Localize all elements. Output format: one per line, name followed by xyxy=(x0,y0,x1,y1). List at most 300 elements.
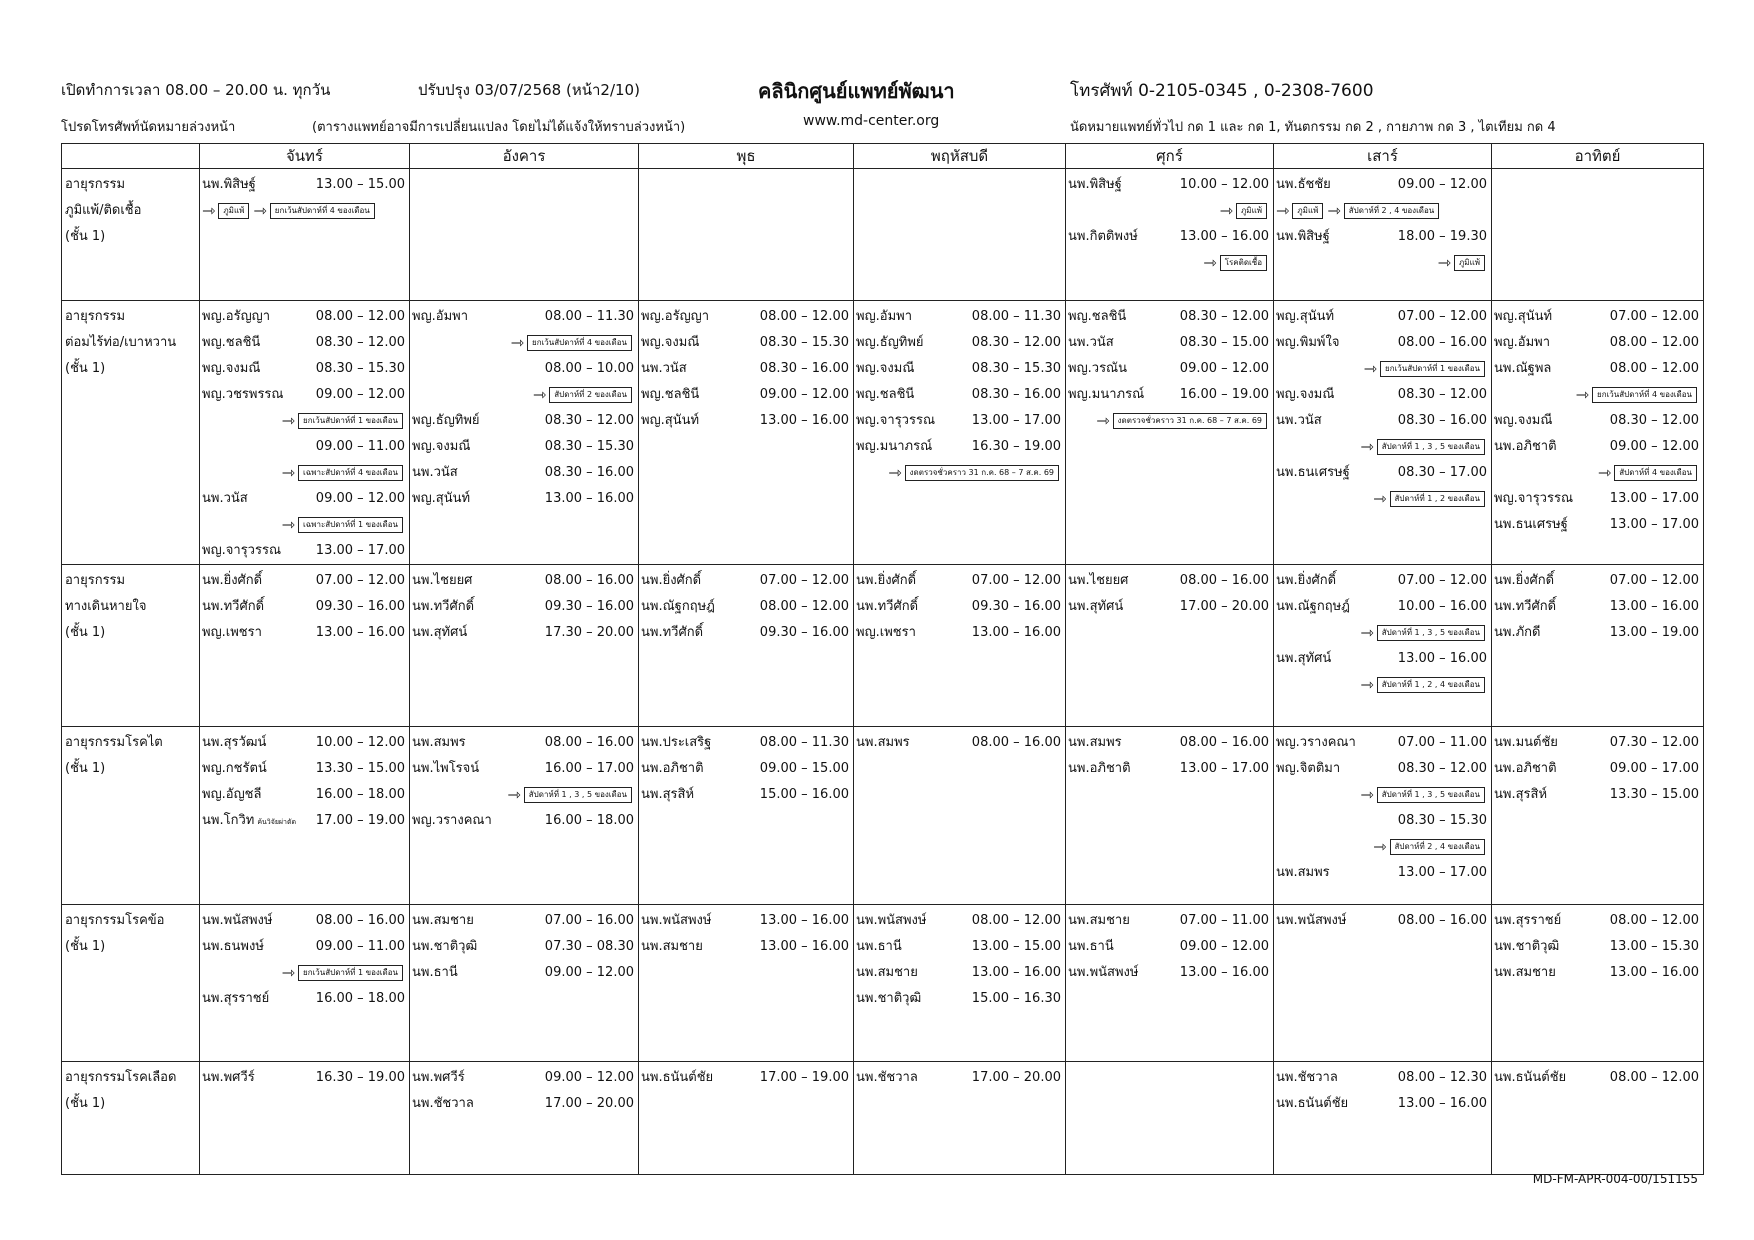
doctor-entry xyxy=(641,730,851,756)
doctor-name: นพ.ธนเศรษฐ์ xyxy=(1276,465,1350,480)
day-header: เสาร์ xyxy=(1274,144,1492,169)
doctor-entry xyxy=(202,486,407,512)
doctor-name: นพ.วนัส xyxy=(641,361,687,376)
doctor-name: นพ.ยิ่งศักดิ์ xyxy=(641,573,702,588)
arrow-icon: ⇾ xyxy=(1327,201,1341,220)
update-date: ปรับปรุง 03/07/2568 (หน้า2/10) xyxy=(418,81,640,99)
doctor-entry xyxy=(856,434,1063,460)
doctor-entry xyxy=(856,594,1063,620)
doctor-name: พญ.พิมพ์ใจ xyxy=(1276,335,1340,350)
schedule-cell xyxy=(1274,301,1492,565)
doctor-entry xyxy=(1276,646,1489,672)
time-range: 10.00 – 16.00 xyxy=(1397,599,1487,614)
note-box: ยกเว้นสัปดาห์ที่ 1 ของเดือน xyxy=(298,965,403,981)
doctor-entry xyxy=(412,486,636,512)
time-range: 08.00 – 16.00 xyxy=(544,735,634,750)
doctor-entry xyxy=(641,330,851,356)
time-range: 08.30 – 17.00 xyxy=(1397,465,1487,480)
arrow-icon: ⇾ xyxy=(202,201,216,220)
doctor-entry xyxy=(1276,756,1489,782)
time-range: 08.30 – 12.00 xyxy=(544,413,634,428)
time-range: 13.00 – 15.00 xyxy=(315,177,405,192)
doctor-name: พญ.มนาภรณ์ xyxy=(1068,387,1145,402)
time-range: 08.30 – 12.00 xyxy=(1609,413,1699,428)
schedule-row xyxy=(62,727,1704,905)
doctor-name: นพ.สมชาย xyxy=(1494,965,1556,980)
time-range: 08.30 – 12.00 xyxy=(971,335,1061,350)
time-range: 08.30 – 12.00 xyxy=(1397,761,1487,776)
department-name: อายุรกรรมโรคข้อ (ชั้น 1) xyxy=(65,913,165,954)
doctor-entry xyxy=(412,808,636,834)
time-range: 09.00 – 15.00 xyxy=(759,761,849,776)
doctor-name: นพ.สมชาย xyxy=(641,939,703,954)
schedule-cell xyxy=(1492,301,1704,565)
doctor-name: นพ.ธนเศรษฐ์ xyxy=(1494,517,1568,532)
doctor-name: พญ.สุนันท์ xyxy=(641,413,700,428)
note-box: เฉพาะสัปดาห์ที่ 1 ของเดือน xyxy=(298,517,403,533)
doctor-name: นพ.สุรสิห์ xyxy=(1494,787,1548,802)
doctor-entry xyxy=(412,304,636,330)
time-range: 13.00 – 15.00 xyxy=(971,939,1061,954)
doctor-entry xyxy=(1068,594,1271,620)
time-range: 16.00 – 17.00 xyxy=(544,761,634,776)
doctor-entry xyxy=(1068,382,1271,408)
doctor-entry xyxy=(412,434,636,460)
doctor-entry xyxy=(1068,908,1271,934)
doctor-name: พญ.อรัญญา xyxy=(202,309,271,324)
doctor-name: พญ.เพชรา xyxy=(202,625,262,640)
doctor-entry xyxy=(1494,620,1701,646)
time-range: 09.30 – 16.00 xyxy=(971,599,1061,614)
note-box: ยกเว้นสัปดาห์ที่ 4 ของเดือน xyxy=(1592,387,1697,403)
doctor-name: นพ.พิสิษฐ์ xyxy=(1068,177,1122,192)
doctor-name: พญ.สุนันท์ xyxy=(412,491,471,506)
department-cell xyxy=(62,905,200,1062)
doctor-name: พญ.อัมพา xyxy=(856,309,913,324)
schedule-note xyxy=(1276,834,1489,860)
doctor-entry xyxy=(641,908,851,934)
schedule-cell xyxy=(854,565,1066,727)
department-name: อายุรกรรม ต่อมไร้ท่อ/เบาหวาน (ชั้น 1) xyxy=(65,309,177,376)
note-box: ภูมิแพ้ xyxy=(218,203,249,219)
note-box: โรคติดเชื้อ xyxy=(1220,255,1267,271)
doctor-entry xyxy=(412,1065,636,1091)
time-range: 08.30 – 12.00 xyxy=(315,335,405,350)
doctor-entry xyxy=(856,986,1063,1012)
time-range: 13.00 – 16.00 xyxy=(971,965,1061,980)
doctor-name: นพ.ณัฐกฤษฎ์ xyxy=(641,599,715,614)
doctor-entry xyxy=(202,382,407,408)
schedule-cell xyxy=(410,1062,639,1175)
doctor-name: นพ.สมพร xyxy=(856,735,910,750)
doctor-entry xyxy=(202,730,407,756)
doctor-entry xyxy=(412,908,636,934)
doctor-name: นพ.ธนพงษ์ xyxy=(202,939,264,954)
doctor-name: พญ.มนาภรณ์ xyxy=(856,439,933,454)
time-range: 13.00 – 16.00 xyxy=(1609,965,1699,980)
time-range: 13.00 – 19.00 xyxy=(1609,625,1699,640)
note-box: ภูมิแพ้ xyxy=(1292,203,1323,219)
time-range: 07.00 – 11.00 xyxy=(1179,913,1269,928)
doctor-entry xyxy=(202,934,407,960)
schedule-cell xyxy=(410,301,639,565)
department-cell xyxy=(62,301,200,565)
doctor-name: นพ.ทวีศักดิ์ xyxy=(202,599,265,614)
doctor-name: นพ.ไชยยศ xyxy=(412,573,473,588)
schedule-note xyxy=(856,460,1063,486)
doctor-entry xyxy=(1276,860,1489,886)
time-range: 08.00 – 16.00 xyxy=(971,735,1061,750)
arrow-icon: ⇾ xyxy=(888,463,902,482)
time-range: 08.00 – 12.30 xyxy=(1397,1070,1487,1085)
doctor-entry xyxy=(641,304,851,330)
doctor-name: นพ.ณัฐพล xyxy=(1494,361,1552,376)
doctor-entry xyxy=(1494,1065,1701,1091)
doctor-entry xyxy=(856,382,1063,408)
doctor-name: พญ.ชลชินี xyxy=(856,387,915,402)
doctor-entry xyxy=(856,568,1063,594)
doctor-entry xyxy=(1494,782,1701,808)
schedule-row xyxy=(62,301,1704,565)
time-range: 13.00 – 17.00 xyxy=(1609,517,1699,532)
doctor-entry xyxy=(1068,730,1271,756)
time-range: 09.00 – 12.00 xyxy=(315,491,405,506)
schedule-cell xyxy=(200,905,410,1062)
doctor-name: นพ.อภิชาติ xyxy=(1068,761,1131,776)
time-range: 16.00 – 19.00 xyxy=(1179,387,1269,402)
doctor-entry xyxy=(1276,908,1489,934)
day-header: อาทิตย์ xyxy=(1492,144,1704,169)
time-range: 09.00 – 12.00 xyxy=(759,387,849,402)
doctor-name: นพ.วนัส xyxy=(1276,413,1322,428)
arrow-icon: ⇾ xyxy=(1203,253,1217,272)
time-range: 08.00 – 12.00 xyxy=(759,599,849,614)
arrow-icon: ⇾ xyxy=(1437,253,1452,272)
schedule-note xyxy=(1068,408,1271,434)
doctor-entry xyxy=(641,594,851,620)
time-range: 09.00 – 12.00 xyxy=(315,387,405,402)
time-range: 09.00 – 12.00 xyxy=(1397,177,1487,192)
time-range: 16.30 – 19.00 xyxy=(315,1070,405,1085)
doctor-name: นพ.พศวีร์ xyxy=(202,1070,255,1085)
time-range: 08.30 – 16.00 xyxy=(1397,413,1487,428)
doctor-name: นพ.สมชาย xyxy=(856,965,918,980)
time-range: 18.00 – 19.30 xyxy=(1397,229,1487,244)
schedule-note xyxy=(1276,620,1489,646)
schedule-note xyxy=(202,408,407,434)
time-range: 15.00 – 16.00 xyxy=(759,787,849,802)
doctor-entry xyxy=(202,304,407,330)
doctor-entry xyxy=(1494,934,1701,960)
doctor-name: พญ.ธัญทิพย์ xyxy=(412,413,480,428)
doctor-name: นพ.สุทัศน์ xyxy=(412,625,468,640)
time-range: 08.30 – 15.00 xyxy=(1179,335,1269,350)
change-note: (ตารางแพทย์อาจมีการเปลี่ยนแปลง โดยไม่ได้แจ้งให้ทราบล่วงหน้า) xyxy=(312,120,686,135)
note-box: สัปดาห์ที่ 2 , 4 ของเดือน xyxy=(1344,203,1439,219)
doctor-name: พญ.จงมณี xyxy=(856,361,915,376)
doctor-entry xyxy=(202,908,407,934)
doctor-entry xyxy=(1494,486,1701,512)
doctor-entry xyxy=(856,408,1063,434)
time-range: 13.00 – 17.00 xyxy=(1609,491,1699,506)
doctor-name: พญ.จงมณี xyxy=(202,361,261,376)
time-range: 13.00 – 16.00 xyxy=(315,625,405,640)
doctor-name: พญ.อัมพา xyxy=(1494,335,1551,350)
doctor-entry xyxy=(412,620,636,646)
note-box: ภูมิแพ้ xyxy=(1454,255,1485,271)
schedule-cell xyxy=(1274,1062,1492,1175)
time-range: 09.00 – 12.00 xyxy=(1179,361,1269,376)
time-range: 08.00 – 12.00 xyxy=(1609,335,1699,350)
time-range: 08.00 – 12.00 xyxy=(971,913,1061,928)
doctor-entry xyxy=(412,408,636,434)
time-range: 08.30 – 15.30 xyxy=(315,361,405,376)
schedule-cell xyxy=(410,169,639,301)
time-range: 13.00 – 16.00 xyxy=(544,491,634,506)
arrow-icon: ⇾ xyxy=(281,963,296,982)
doctor-entry xyxy=(856,330,1063,356)
time-range: 09.30 – 16.00 xyxy=(315,599,405,614)
time-range: 09.00 – 11.00 xyxy=(315,939,405,954)
website-link[interactable]: www.md-center.org xyxy=(803,113,940,129)
doctor-entry xyxy=(412,934,636,960)
schedule-row xyxy=(62,905,1704,1062)
schedule-note xyxy=(202,960,407,986)
doctor-entry xyxy=(1494,330,1701,356)
doctor-name: นพ.มนต์ชัย xyxy=(1494,735,1558,750)
note-box: สัปดาห์ที่ 2 , 4 ของเดือน xyxy=(1390,839,1485,855)
time-range: 08.00 – 16.00 xyxy=(1179,573,1269,588)
doctor-entry xyxy=(641,782,851,808)
day-header: จันทร์ xyxy=(200,144,410,169)
doctor-entry xyxy=(412,568,636,594)
time-range: 13.00 – 17.00 xyxy=(1397,865,1487,880)
schedule-cell xyxy=(1492,1062,1704,1175)
time-range: 07.30 – 12.00 xyxy=(1609,735,1699,750)
doctor-name: พญ.ธัญทิพย์ xyxy=(856,335,924,350)
schedule-cell xyxy=(639,301,854,565)
time-range: 07.00 – 12.00 xyxy=(759,573,849,588)
day-header: ศุกร์ xyxy=(1066,144,1274,169)
doctor-entry xyxy=(412,730,636,756)
doctor-name: นพ.สุรสิห์ xyxy=(641,787,695,802)
time-range: 17.00 – 19.00 xyxy=(759,1070,849,1085)
time-range: 08.00 – 11.30 xyxy=(759,735,849,750)
doctor-name: นพ.วนัส xyxy=(202,491,248,506)
doctor-entry xyxy=(1068,356,1271,382)
doctor-entry xyxy=(202,330,407,356)
doctor-entry xyxy=(1494,434,1701,460)
schedule-cell xyxy=(1274,727,1492,905)
note-box: ยกเว้นสัปดาห์ที่ 4 ของเดือน xyxy=(270,203,375,219)
time-range: 08.00 – 12.00 xyxy=(759,309,849,324)
time-range: 08.30 – 12.00 xyxy=(1179,309,1269,324)
arrow-icon: ⇾ xyxy=(507,785,521,804)
doctor-name: นพ.โกวิท xyxy=(202,812,255,828)
schedule-note xyxy=(1494,382,1701,408)
time-range: 13.00 – 16.00 xyxy=(759,913,849,928)
arrow-icon: ⇾ xyxy=(1096,411,1110,430)
doctor-name: พญ.สุนันท์ xyxy=(1276,309,1335,324)
schedule-cell xyxy=(639,905,854,1062)
doctor-entry xyxy=(641,934,851,960)
doctor-name: นพ.ยิ่งศักดิ์ xyxy=(1276,573,1337,588)
doctor-entry xyxy=(641,568,851,594)
time-range: 07.00 – 12.00 xyxy=(1397,309,1487,324)
doctor-name: พญ.อัมพา xyxy=(412,309,469,324)
time-range: 08.00 – 11.30 xyxy=(971,309,1061,324)
day-header: อังคาร xyxy=(410,144,639,169)
time-range: 13.00 – 17.00 xyxy=(971,413,1061,428)
phone-numbers: โทรศัพท์ 0-2105-0345 , 0-2308-7600 xyxy=(1070,81,1374,101)
doctor-name: นพ.ยิ่งศักดิ์ xyxy=(856,573,917,588)
time-range: 16.00 – 18.00 xyxy=(315,787,405,802)
doctor-entry xyxy=(202,538,407,564)
department-name: อายุรกรรมโรคเลือด (ชั้น 1) xyxy=(65,1070,177,1111)
time-range: 08.00 – 16.00 xyxy=(1397,913,1487,928)
doctor-name: พญ.จงมณี xyxy=(1494,413,1553,428)
time-range: 07.00 – 12.00 xyxy=(1609,309,1699,324)
schedule-cell xyxy=(1066,169,1274,301)
note-box: สัปดาห์ที่ 1 , 2 ของเดือน xyxy=(1390,491,1485,507)
doctor-name: นพ.ณัฐกฤษฎ์ xyxy=(1276,599,1350,614)
doctor-name: นพ.อภิชาติ xyxy=(1494,761,1557,776)
time-range: 17.00 – 20.00 xyxy=(971,1070,1061,1085)
time-range: 08.00 – 16.00 xyxy=(544,573,634,588)
schedule-cell xyxy=(639,727,854,905)
doctor-name: นพ.ธานี xyxy=(1068,939,1114,954)
schedule-cell xyxy=(1066,565,1274,727)
schedule-cell xyxy=(854,169,1066,301)
department-name: อายุรกรรม ทางเดินหายใจ (ชั้น 1) xyxy=(65,573,147,640)
dial-instructions: นัดหมายแพทย์ทั่วไป กด 1 และ กด 1, ทันตกรรม กด 2 , กายภาพ กด 3 , ไตเทียม กด 4 xyxy=(1070,120,1556,135)
schedule-cell xyxy=(200,169,410,301)
doctor-entry xyxy=(856,908,1063,934)
time-range: 13.00 – 17.00 xyxy=(1179,761,1269,776)
schedule-cell xyxy=(854,727,1066,905)
schedule-cell xyxy=(410,565,639,727)
time-range: 08.30 – 16.00 xyxy=(971,387,1061,402)
doctor-schedule-table xyxy=(61,143,1704,1175)
doctor-entry xyxy=(1276,730,1489,756)
doctor-name: นพ.พนัสพงษ์ xyxy=(202,913,273,928)
form-code: MD-FM-APR-004-00/151155 xyxy=(1532,1172,1698,1186)
schedule-cell xyxy=(410,905,639,1062)
schedule-note xyxy=(412,382,636,408)
note-box: ยกเว้นสัปดาห์ที่ 4 ของเดือน xyxy=(527,335,632,351)
doctor-entry xyxy=(1068,304,1271,330)
doctor-entry xyxy=(1276,330,1489,356)
schedule-note xyxy=(1068,198,1271,224)
doctor-entry xyxy=(412,1091,636,1117)
schedule-note xyxy=(202,198,407,224)
department-name: อายุรกรรม ภูมิแพ้/ติดเชื้อ (ชั้น 1) xyxy=(65,177,142,244)
doctor-entry xyxy=(856,356,1063,382)
department-name: อายุรกรรมโรคไต (ชั้น 1) xyxy=(65,735,163,776)
doctor-name: นพ.สมพร xyxy=(1276,865,1330,880)
time-range: 13.00 – 16.00 xyxy=(1397,651,1487,666)
doctor-entry xyxy=(1276,808,1489,834)
time-range: 13.00 – 16.00 xyxy=(1397,1096,1487,1111)
doctor-name: นพ.อภิชาติ xyxy=(641,761,704,776)
doctor-name: นพ.สุทัศน์ xyxy=(1276,651,1332,666)
time-range: 15.00 – 16.30 xyxy=(971,991,1061,1006)
corner-cell xyxy=(62,144,200,169)
doctor-name: นพ.ธนันต์ชัย xyxy=(641,1070,714,1085)
time-range: 08.30 – 15.30 xyxy=(759,335,849,350)
arrow-icon: ⇾ xyxy=(281,515,295,534)
doctor-entry xyxy=(1494,568,1701,594)
schedule-cell xyxy=(639,1062,854,1175)
schedule-note xyxy=(1276,782,1489,808)
time-range: 13.00 – 15.30 xyxy=(1609,939,1699,954)
time-range: 13.00 – 16.00 xyxy=(759,939,849,954)
doctor-entry xyxy=(1494,960,1701,986)
doctor-name: นพ.ธนันต์ชัย xyxy=(1276,1096,1349,1111)
doctor-entry xyxy=(1068,224,1271,250)
doctor-name: นพ.ไชยยศ xyxy=(1068,573,1129,588)
arrow-icon: ⇾ xyxy=(1360,675,1374,694)
time-range: 07.00 – 16.00 xyxy=(544,913,634,928)
schedule-cell xyxy=(200,727,410,905)
schedule-cell xyxy=(200,1062,410,1175)
doctor-entry xyxy=(641,756,851,782)
note-box: ภูมิแพ้ xyxy=(1236,203,1267,219)
doctor-name: นพ.ยิ่งศักดิ์ xyxy=(1494,573,1555,588)
time-range: 13.00 – 16.00 xyxy=(971,625,1061,640)
doctor-name: นพ.วนัส xyxy=(1068,335,1114,350)
time-range: 08.30 – 16.00 xyxy=(759,361,849,376)
arrow-icon: ⇾ xyxy=(510,333,525,352)
time-range: 07.00 – 11.00 xyxy=(1397,735,1487,750)
time-range: 10.00 – 12.00 xyxy=(315,735,405,750)
schedule-cell xyxy=(410,727,639,905)
doctor-subnote: ค้นวิจัยผ่าตัด xyxy=(257,817,297,826)
doctor-name: พญ.สุนันท์ xyxy=(1494,309,1553,324)
schedule-cell xyxy=(1066,905,1274,1062)
doctor-entry xyxy=(1494,512,1701,538)
doctor-name: นพ.สมพร xyxy=(412,735,466,750)
time-range: 10.00 – 12.00 xyxy=(1179,177,1269,192)
doctor-name: พญ.จงมณี xyxy=(412,439,471,454)
note-box: สัปดาห์ที่ 4 ของเดือน xyxy=(1614,465,1697,481)
arrow-icon: ⇾ xyxy=(532,385,547,404)
arrow-icon: ⇾ xyxy=(1575,385,1590,404)
doctor-entry xyxy=(1276,304,1489,330)
doctor-name: นพ.ธัชชัย xyxy=(1276,177,1331,192)
doctor-name: นพ.สุทัศน์ xyxy=(1068,599,1124,614)
doctor-name: นพ.ชาติวุฒิ xyxy=(856,991,922,1006)
schedule-cell xyxy=(639,565,854,727)
doctor-name: นพ.พนัสพงษ์ xyxy=(856,913,927,928)
doctor-entry xyxy=(202,356,407,382)
note-box: สัปดาห์ที่ 1 , 3 , 5 ของเดือน xyxy=(1377,787,1485,803)
doctor-name: พญ.วชรพรรณ xyxy=(202,387,284,402)
note-box: สัปดาห์ที่ 1 , 3 , 5 ของเดือน xyxy=(1377,439,1485,455)
time-range: 08.00 – 16.00 xyxy=(1397,335,1487,350)
arrow-icon: ⇾ xyxy=(1363,359,1378,378)
opening-hours: เปิดทำการเวลา 08.00 – 20.00 น. ทุกวัน xyxy=(61,81,331,99)
note-box: สัปดาห์ที่ 1 , 3 , 5 ของเดือน xyxy=(1377,625,1485,641)
day-header: พุธ xyxy=(639,144,854,169)
doctor-entry xyxy=(202,568,407,594)
schedule-note xyxy=(1276,434,1489,460)
doctor-entry xyxy=(202,172,407,198)
doctor-entry xyxy=(1494,730,1701,756)
doctor-entry xyxy=(856,960,1063,986)
doctor-name: พญ.เพชรา xyxy=(856,625,916,640)
doctor-name: พญ.ชลชินี xyxy=(1068,309,1127,324)
